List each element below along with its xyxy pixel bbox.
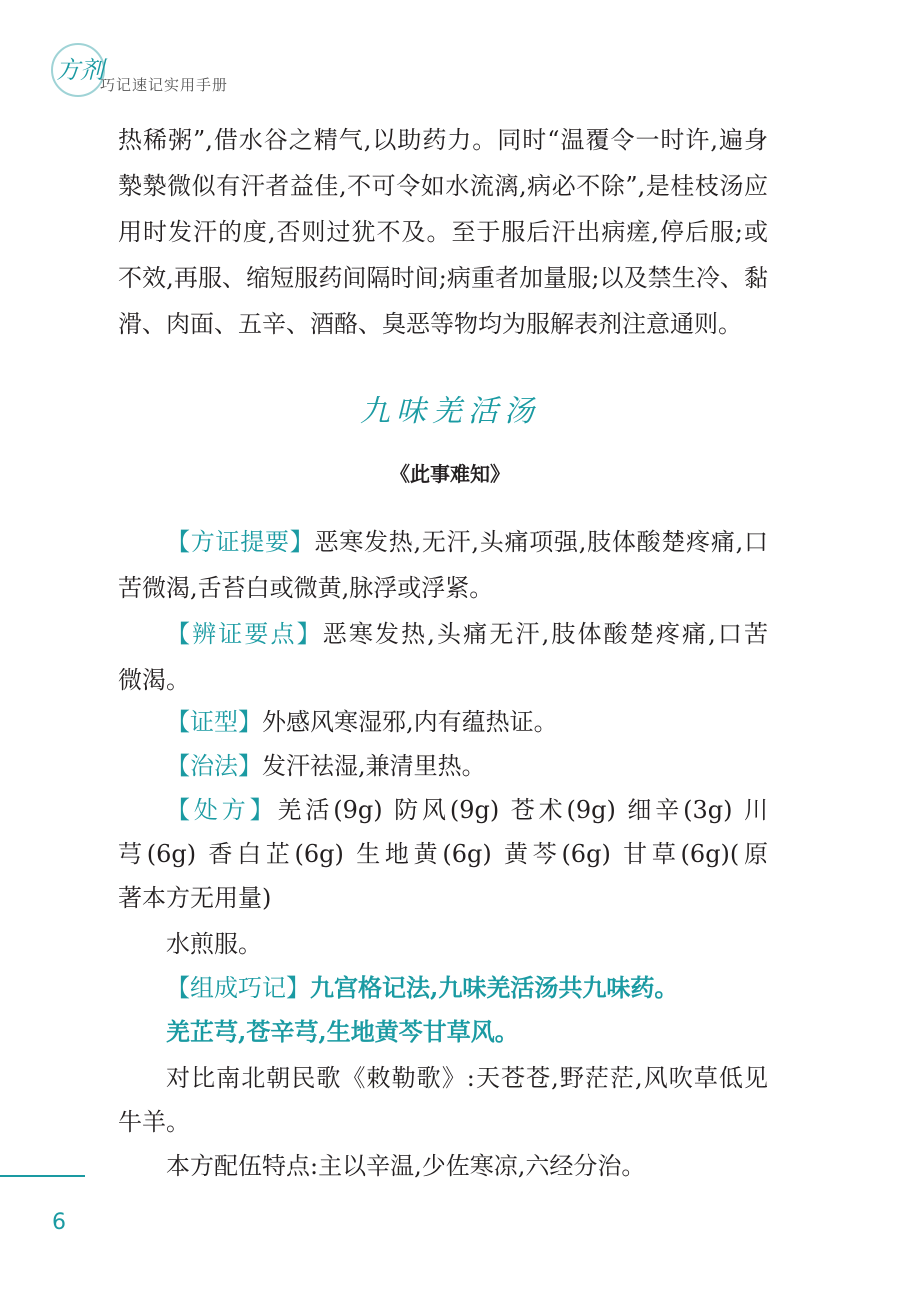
footer-rule [0,1175,85,1177]
compare-line: 牛羊。 [118,1108,190,1136]
running-header [48,40,288,110]
feature-line: 本方配伍特点:主以辛温,少佐寒凉,六经分治。 [166,1152,646,1180]
section-text: 外感风寒湿邪,内有蕴热证。 [262,708,558,736]
continuation-line: 漐漐微似有汗者益佳,不可令如水流漓,病必不除”,是桂枝汤应 [118,172,768,200]
qiaoji-line [166,968,768,1008]
section-text: 恶寒发热,头痛无汗,肢体酸楚疼痛,口苦 [322,620,768,648]
continuation-line: 热稀粥”,借水谷之精气,以助药力。同时“温覆令一时许,遍身 [118,126,768,154]
page-number: 6 [52,1210,66,1235]
formula-title: 九味羌活汤 [360,394,540,429]
section-tag: 【证型】 [166,708,262,736]
chufang-usage: 水煎服。 [166,930,262,958]
section-text: 羌活(9g) 防风(9g) 苍术(9g) 细辛(3g) 川 [277,796,769,824]
continuation-line: 用时发汗的度,否则过犹不及。至于服后汗出病瘥,停后服;或 [118,218,768,246]
bianzheng-line: 微渴。 [118,666,190,694]
mnemonic-line: 羌芷芎,苍辛芎,生地黄芩甘草风。 [166,1017,519,1046]
section-text: 恶寒发热,无汗,头痛项强,肢体酸楚疼痛,口 [314,528,769,556]
bianzheng-line [166,614,768,654]
section-tag: 【方证提要】 [166,528,315,556]
formula-source: 《此事难知》 [390,462,510,486]
zhengxing-line [166,702,768,742]
book-logo [48,40,108,100]
zhifa-line [166,746,768,786]
book-title: 巧记速记实用手册 [100,76,229,94]
chufang-line [166,790,768,830]
continuation-line: 不效,再服、缩短服药间隔时间;病重者加量服;以及禁生冷、黏 [118,264,768,292]
logo-text: 方剂 [56,56,104,84]
continuation-line: 滑、肉面、五辛、酒酪、臭恶等物均为服解表剂注意通则。 [118,310,742,338]
compare-line: 对比南北朝民歌《敕勒歌》:天苍苍,野茫茫,风吹草低见 [166,1064,768,1092]
section-text: 九宫格记法,九味羌活汤共九味药。 [310,973,679,1002]
section-tag: 【处方】 [166,796,278,824]
zhengti-line [166,522,768,562]
chufang-line: 著本方无用量) [118,884,272,912]
section-tag: 【治法】 [166,752,262,780]
zhengti-line: 苦微渴,舌苔白或微黄,脉浮或浮紧。 [118,574,494,602]
section-text: 发汗祛湿,兼清里热。 [262,752,486,780]
section-tag: 【辨证要点】 [166,620,323,648]
section-tag: 【组成巧记】 [166,974,310,1002]
chufang-line: 芎(6g) 香白芷(6g) 生地黄(6g) 黄芩(6g) 甘草(6g)(原 [118,840,768,868]
